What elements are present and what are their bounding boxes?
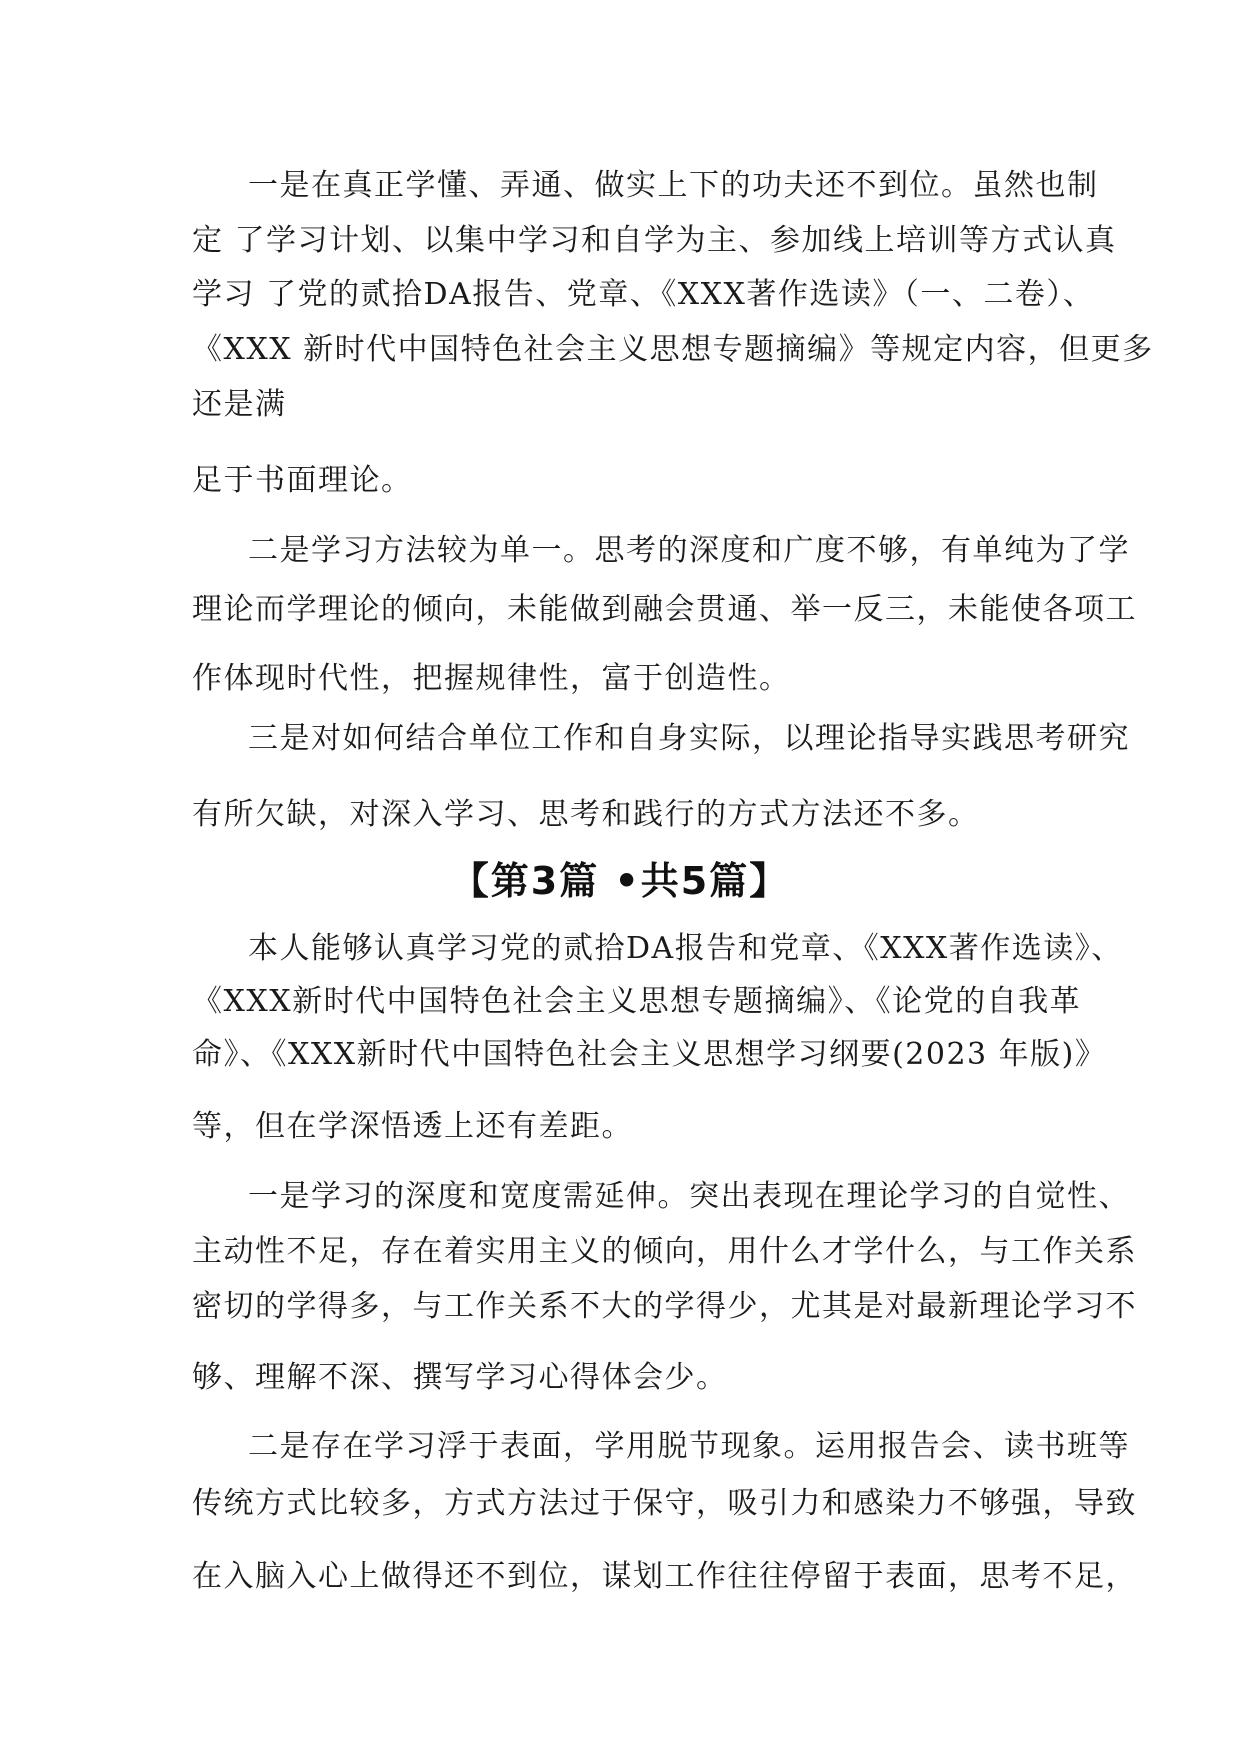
paragraph-line: 一是学习的深度和宽度需延伸。突出表现在理论学习的自觉性、 [248, 1179, 1130, 1214]
paragraph-line: 主动性不足，存在着实用主义的倾向，用什么才学什么，与工作关系 [192, 1234, 1137, 1269]
paragraph-line: 定 了学习计划、以集中学习和自学为主、参加线上培训等方式认真 [192, 223, 1117, 258]
paragraph-line: 够、理解不深、撰写学习心得体会少。 [192, 1360, 728, 1395]
section-heading: 【第3篇 •共5篇】 [450, 859, 790, 903]
paragraph-line: 等，但在学深悟透上还有差距。 [192, 1109, 633, 1144]
paragraph-line: 传统方式比较多，方式方法过于保守，吸引力和感染力不够强，导致 [192, 1486, 1137, 1521]
paragraph-line: 命》、《XXX新时代中国特色社会主义思想学习纲要(2023 年版)》 [192, 1037, 1107, 1072]
paragraph-line: 本人能够认真学习党的贰拾DA报告和党章、《XXX著作选读》、 [248, 931, 1123, 966]
paragraph-line: 一是在真正学懂、弄通、做实上下的功夫还不到位。虽然也制 [248, 168, 1099, 203]
paragraph-line: 在入脑入心上做得还不到位，谋划工作往往停留于表面，思考不足， [192, 1559, 1137, 1594]
paragraph-line: 有所欠缺，对深入学习、思考和践行的方式方法还不多。 [192, 797, 980, 832]
paragraph-line: 《XXX新时代中国特色社会主义思想专题摘编》、《论党的自我革 [192, 984, 1082, 1019]
paragraph-line: 还是满 [192, 387, 287, 422]
paragraph-line: 作体现时代性，把握规律性，富于创造性。 [192, 661, 791, 696]
paragraph-line: 二是存在学习浮于表面，学用脱节现象。运用报告会、读书班等 [248, 1429, 1130, 1464]
paragraph-line: 三是对如何结合单位工作和自身实际，以理论指导实践思考研究 [248, 721, 1130, 756]
paragraph-line: 足于书面理论。 [192, 463, 413, 498]
paragraph-line: 二是学习方法较为单一。思考的深度和广度不够，有单纯为了学 [248, 533, 1130, 568]
paragraph-line: 理论而学理论的倾向，未能做到融会贯通、举一反三，未能使各项工 [192, 592, 1137, 627]
paragraph-line: 《XXX 新时代中国特色社会主义思想专题摘编》等规定内容，但更多 [192, 332, 1154, 367]
paragraph-line: 密切的学得多，与工作关系不大的学得少，尤其是对最新理论学习不 [192, 1289, 1137, 1324]
paragraph-line: 学习 了党的贰拾DA报告、党章、《XXX著作选读》（一、二卷）、 [192, 277, 1095, 312]
